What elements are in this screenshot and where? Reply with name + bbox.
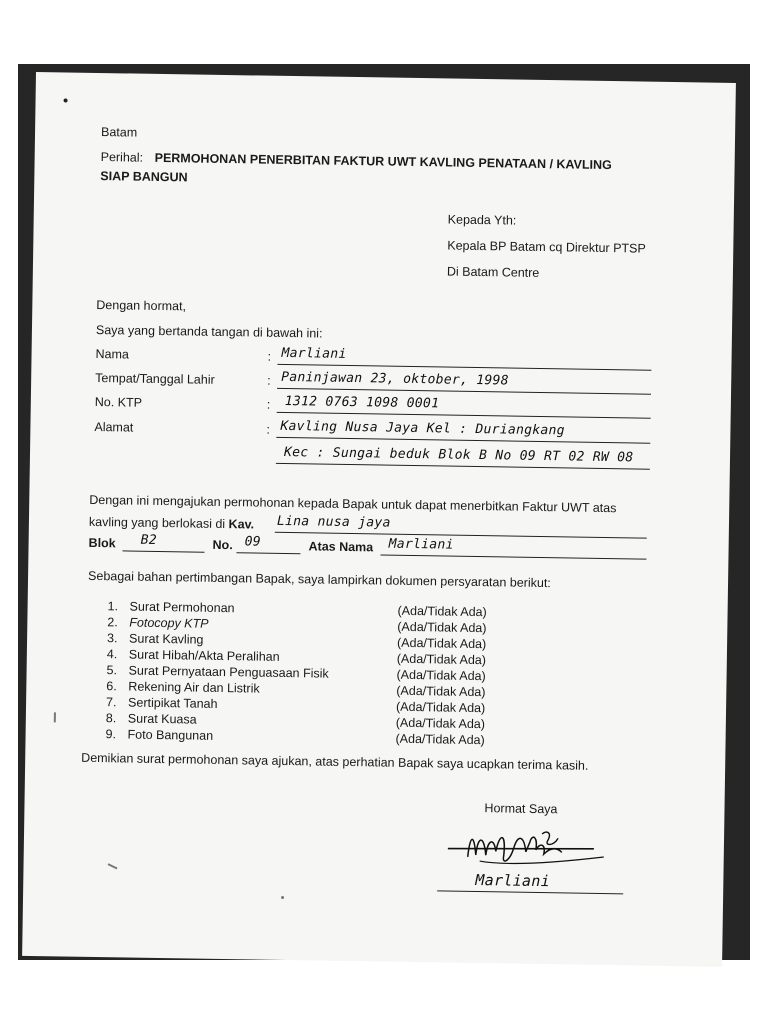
document-name: Fotocopy KTP	[129, 615, 209, 631]
closing-regards: Hormat Saya	[484, 801, 558, 817]
field-underline	[277, 412, 651, 419]
document-number: 6.	[106, 679, 117, 694]
request-line-1: Dengan ini mengajukan permohonan kepada Bapak untuk dapat menerbitkan Faktur UWT atas	[89, 492, 617, 516]
field-underline	[122, 550, 204, 552]
document-name: Surat Hibah/Akta Peralihan	[128, 647, 280, 664]
intro-statement: Saya yang bertanda tangan di bawah ini:	[95, 322, 323, 341]
request-line-2-prefix: kavling yang berlokasi di	[88, 514, 226, 532]
signature-underline	[437, 890, 623, 894]
document-status: (Ada/Tidak Ada)	[395, 731, 485, 748]
document-status: (Ada/Tidak Ada)	[395, 699, 486, 716]
document-number: 1.	[107, 599, 119, 614]
paper-speck	[54, 712, 56, 722]
field-underline	[236, 552, 300, 554]
field-colon: :	[266, 397, 271, 412]
document-name: Rekening Air dan Listrik	[128, 679, 260, 696]
document-status: (Ada/Tidak Ada)	[395, 715, 486, 732]
atas-nama-label: Atas Nama	[308, 539, 374, 555]
document-status: (Ada/Tidak Ada)	[396, 651, 487, 668]
document-number: 7.	[106, 695, 117, 710]
field-label-ktp: No. KTP	[94, 394, 143, 410]
document-number: 2.	[107, 615, 118, 630]
document-status: (Ada/Tidak Ada)	[396, 635, 487, 652]
blok-value: B2	[140, 532, 158, 548]
greeting: Dengan hormat,	[96, 297, 187, 314]
field-label-ttl: Tempat/Tanggal Lahir	[95, 370, 215, 387]
documents-intro: Sebagai bahan pertimbangan Bapak, saya lampirkan dokumen persyaratan berikut:	[87, 568, 551, 591]
document-name: Surat Kavling	[129, 631, 204, 647]
field-colon: :	[267, 349, 272, 364]
blok-label: Blok	[88, 535, 116, 551]
document-status: (Ada/Tidak Ada)	[397, 603, 487, 620]
field-underline	[275, 532, 647, 539]
recipient-line-1: Kepada Yth:	[447, 212, 517, 228]
document-name: Sertipikat Tanah	[127, 695, 218, 711]
document-name: Surat Pernyataan Penguasaan Fisik	[128, 663, 329, 681]
field-value-ttl: Paninjawan 23, oktober, 1998	[281, 369, 509, 389]
document-number: 5.	[106, 663, 118, 678]
letter-city: Batam	[100, 125, 138, 140]
paper-speck	[281, 896, 284, 899]
ink-dot	[64, 98, 68, 102]
field-colon: :	[266, 422, 271, 437]
recipient-line-3: Di Batam Centre	[446, 264, 540, 280]
document-number: 8.	[105, 711, 117, 726]
document-status: (Ada/Tidak Ada)	[396, 683, 486, 700]
document-status: (Ada/Tidak Ada)	[396, 667, 486, 684]
document-name: Surat Kuasa	[127, 711, 197, 727]
closing-text: Demikian surat permohonan saya ajukan, atas perhatian Bapak saya ucapkan terima kasih.	[81, 750, 589, 773]
field-underline	[277, 388, 651, 395]
no-value: 09	[244, 534, 262, 550]
signature-scribble	[443, 821, 614, 878]
subject-line-2: SIAP BANGUN	[100, 169, 188, 185]
no-label: No.	[212, 537, 233, 553]
signature-name: Marliani	[475, 871, 551, 891]
subject-label: Perihal:	[100, 150, 144, 165]
field-value-ktp: 1312 0763 1098 0001	[284, 393, 440, 412]
field-underline	[276, 437, 650, 444]
field-value-alamat-line-2: Kec : Sungai beduk Blok B No 09 RT 02 RW 08	[283, 444, 634, 466]
document-number: 3.	[107, 631, 118, 646]
paper-speck	[108, 863, 118, 869]
field-value-nama: Marliani	[281, 345, 347, 362]
document-name: Foto Bangunan	[127, 727, 214, 743]
field-underline	[380, 554, 646, 559]
document-name: Surat Permohonan	[129, 599, 235, 616]
field-label-alamat: Alamat	[94, 419, 134, 435]
subject-line-1: PERMOHONAN PENERBITAN FAKTUR UWT KAVLING PENATAAN / KAVLING	[154, 150, 612, 173]
field-colon: :	[267, 373, 271, 388]
kav-label: Kav.	[228, 517, 255, 532]
field-value-alamat: Kavling Nusa Jaya Kel : Duriangkang	[280, 418, 565, 439]
request-line-2	[89, 515, 254, 532]
atas-nama-value: Marliani	[388, 536, 454, 553]
field-label-nama: Nama	[95, 346, 130, 362]
document-status: (Ada/Tidak Ada)	[397, 619, 487, 636]
letter-page	[22, 72, 736, 967]
document-number: 9.	[105, 727, 117, 742]
kav-value: Lina nusa jaya	[276, 513, 391, 531]
field-underline	[277, 364, 651, 371]
document-number: 4.	[106, 647, 118, 662]
recipient-line-2: Kepala BP Batam cq Direktur PTSP	[447, 238, 646, 256]
